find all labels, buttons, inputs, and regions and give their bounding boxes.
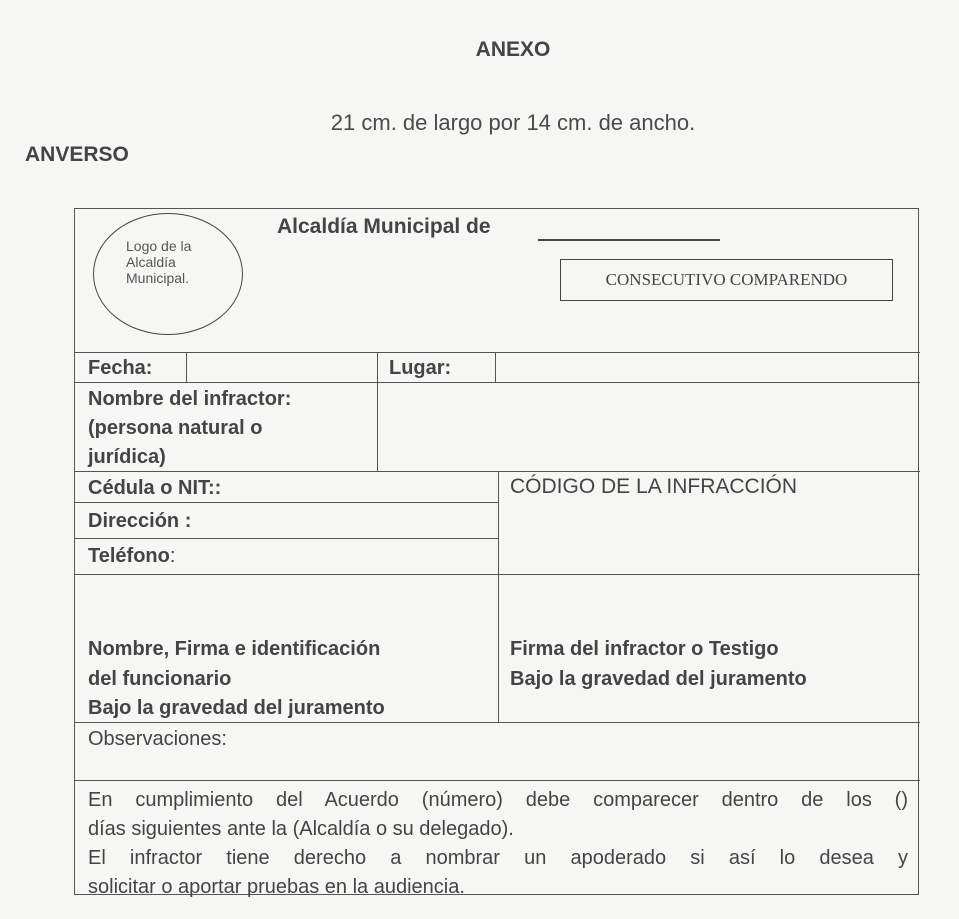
footer-line-2: días siguientes ante la (Alcaldía o su delegado). bbox=[88, 818, 514, 840]
telefono-label-text: Teléfono bbox=[88, 545, 170, 567]
telefono-colon: : bbox=[169, 545, 176, 567]
nombre-infractor-line-1: Nombre del infractor: bbox=[88, 388, 292, 410]
footer-line-4: solicitar o aportar pruebas en la audiencia. bbox=[88, 876, 465, 898]
divider bbox=[75, 352, 920, 353]
firma-funcionario-line-3: Bajo la gravedad del juramento bbox=[88, 697, 385, 719]
divider bbox=[498, 471, 499, 722]
lugar-label: Lugar: bbox=[389, 357, 452, 379]
firma-infractor-line-2: Bajo la gravedad del juramento bbox=[510, 668, 807, 690]
nombre-infractor-line-3: jurídica) bbox=[88, 446, 166, 468]
fecha-label: Fecha: bbox=[88, 357, 153, 379]
divider bbox=[377, 352, 378, 471]
logo-text: Logo de la Alcaldía Municipal. bbox=[126, 238, 192, 286]
comparendo-form bbox=[74, 208, 919, 898]
nombre-infractor-line-2: (persona natural o bbox=[88, 417, 263, 439]
page-subtitle: 21 cm. de largo por 14 cm. de ancho. bbox=[330, 110, 696, 135]
codigo-infraccion: CÓDIGO DE LA INFRACCIÓN bbox=[510, 475, 798, 498]
direccion-label: Dirección : bbox=[88, 510, 192, 532]
telefono-label bbox=[88, 541, 175, 571]
alcaldia-blank-line bbox=[538, 239, 720, 241]
divider bbox=[75, 538, 498, 539]
divider bbox=[75, 382, 920, 383]
consecutivo-box: CONSECUTIVO COMPARENDO bbox=[560, 259, 893, 301]
firma-funcionario-line-2: del funcionario bbox=[88, 668, 232, 690]
cedula-label: Cédula o NIT:: bbox=[88, 477, 222, 499]
page-title: ANEXO bbox=[475, 38, 551, 61]
firma-funcionario-line-1: Nombre, Firma e identificación bbox=[88, 638, 381, 660]
footer-line-3: El infractor tiene derecho a nombrar un apoderado si así lo desea y bbox=[88, 847, 908, 869]
alcaldia-heading: Alcaldía Municipal de bbox=[277, 215, 491, 238]
footer-line-1: En cumplimiento del Acuerdo (número) debe comparecer dentro de los () bbox=[88, 789, 908, 811]
firma-infractor-line-1: Firma del infractor o Testigo bbox=[510, 638, 779, 660]
divider bbox=[75, 780, 920, 781]
side-label: ANVERSO bbox=[25, 143, 129, 166]
divider bbox=[495, 352, 496, 382]
divider bbox=[186, 352, 187, 382]
observaciones-label: Observaciones: bbox=[88, 728, 227, 750]
